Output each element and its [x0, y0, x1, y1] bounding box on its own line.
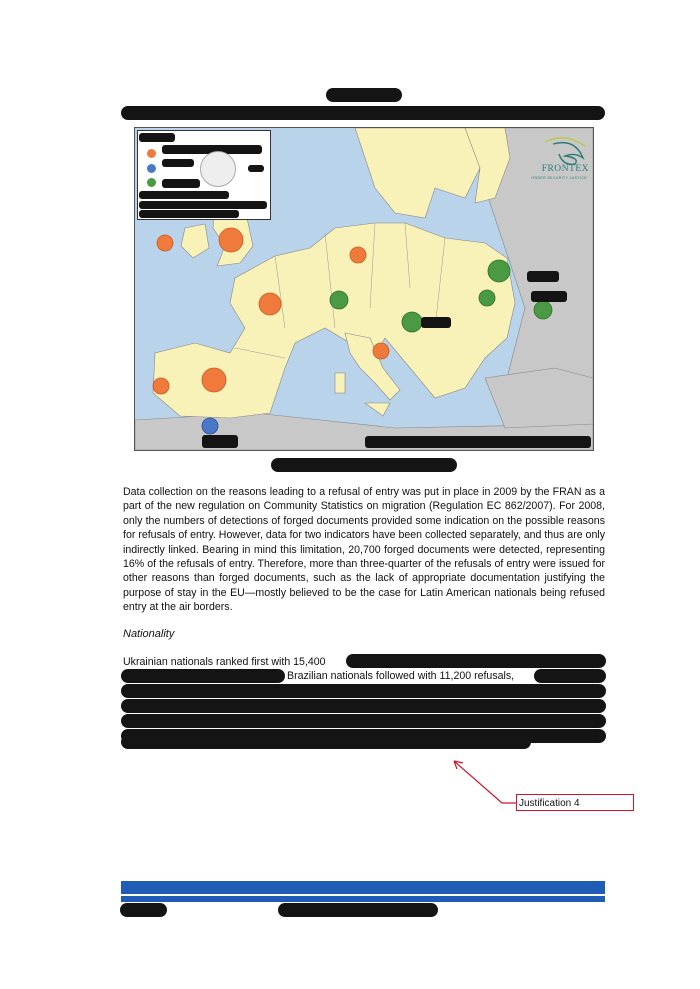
- redacted-map-label-2: [531, 291, 567, 302]
- bubble-poland-east: [488, 260, 510, 282]
- legend-blue-icon: [147, 164, 156, 173]
- redacted-legend-3: [248, 165, 264, 172]
- bubble-spain: [202, 368, 226, 392]
- redacted-caption: [271, 458, 457, 472]
- footer-bar-bottom: [121, 896, 605, 902]
- body-paragraph: Data collection on the reasons leading to a refusal of entry was put in place in 2009 by the FRAN as a part of the new regulation on Community Statistics on migration (Regulation EC 862/2007). For 2008, only the numbers of detections of forged documents provided some indication on the possible reasons for refusals of entry. However, data for two indicators have been collected separately, and thus are only indirectly linked. Bearing in mind this limitation, 20,700 forged documents were detected, representing 16% of the refusals of entry. Therefore, more than three-quarter of the refusals of entry were issued for other reasons than forged documents, such as the lack of appropriate documentation justifying the purpose of stay in the EU—mostly believed to be the case for Latin American nationals being refused entry at the air borders.: [123, 486, 605, 614]
- bubble-switzerland: [330, 291, 348, 309]
- bubble-slovenia: [402, 312, 422, 332]
- redacted-legend-6: [139, 201, 267, 209]
- bubble-ceuta: [202, 418, 218, 434]
- redacted-text-8: [121, 735, 531, 749]
- bubble-romania: [534, 301, 552, 319]
- europe-map: [134, 127, 594, 451]
- redacted-text-4: [121, 684, 606, 698]
- map-legend: [137, 130, 271, 220]
- redacted-map-label-1: [527, 271, 559, 282]
- bubble-germany: [350, 247, 366, 263]
- redacted-text-2: [121, 669, 285, 683]
- redacted-text-1: [346, 654, 606, 668]
- redacted-text-3: [534, 669, 606, 683]
- redacted-text-6: [121, 714, 606, 728]
- annotation-box: Justification 4: [516, 794, 634, 811]
- land-sardinia: [335, 373, 345, 393]
- redacted-map-source: [365, 436, 591, 448]
- legend-green-icon: [147, 178, 156, 187]
- bubble-france: [259, 293, 281, 315]
- bubble-italy: [373, 343, 389, 359]
- section-heading: Nationality: [123, 628, 175, 640]
- redacted-header-small: [326, 88, 402, 102]
- bubble-hungary: [479, 290, 495, 306]
- frontex-logo-text: FRONTEX: [541, 164, 589, 174]
- redacted-map-label-4: [202, 435, 238, 448]
- bubble-portugal: [153, 378, 169, 394]
- redacted-text-5: [121, 699, 606, 713]
- footer-bar-top: [121, 881, 605, 894]
- redacted-legend-title: [139, 133, 175, 142]
- redacted-legend-4: [162, 179, 200, 188]
- bubble-ireland: [157, 235, 173, 251]
- land-turkey: [485, 368, 593, 428]
- redacted-footer-left: [120, 903, 167, 917]
- land-ireland: [181, 224, 209, 258]
- land-scandinavia: [355, 128, 480, 218]
- land-sicily: [365, 403, 390, 416]
- redacted-legend-5: [139, 191, 229, 199]
- redacted-footer-center: [278, 903, 438, 917]
- redacted-legend-2: [162, 159, 194, 167]
- bubble-uk: [219, 228, 243, 252]
- nationality-line-2: Brazilian nationals followed with 11,200 refusals,: [287, 670, 515, 682]
- redacted-map-label-3: [421, 317, 451, 328]
- redacted-title: [121, 106, 605, 120]
- frontex-tagline: ORDER SECURITY JUSTICE: [531, 176, 587, 180]
- legend-orange-icon: [147, 149, 156, 158]
- redacted-legend-7: [139, 210, 239, 218]
- nationality-line-1: Ukrainian nationals ranked first with 15,400: [123, 656, 326, 668]
- legend-size-circles: [200, 151, 236, 187]
